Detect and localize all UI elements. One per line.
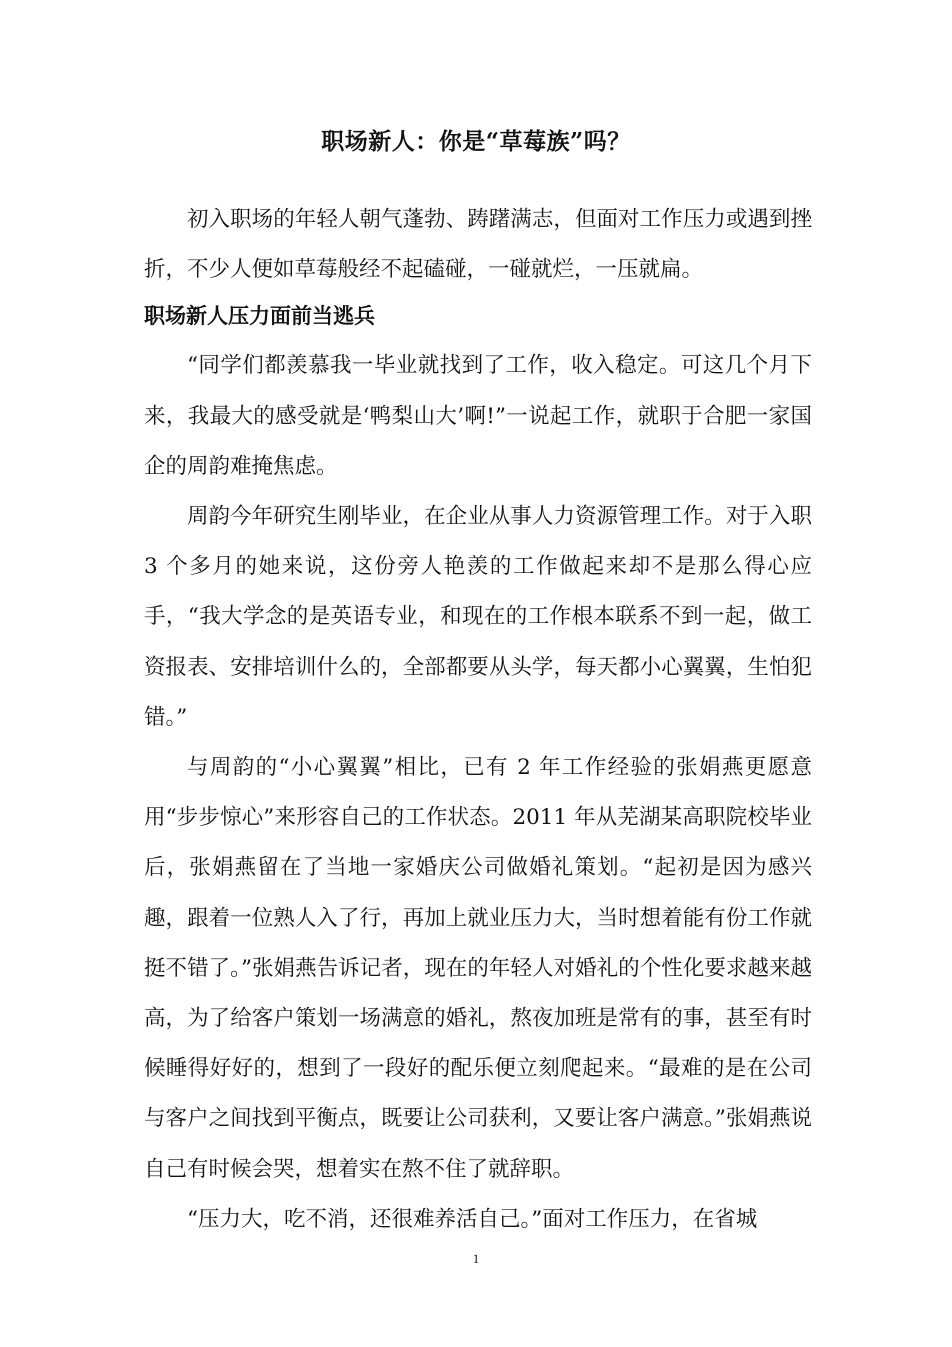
body-paragraph: “压力大，吃不消，还很难养活自己。”面对工作压力，在省城 (187, 1206, 758, 1232)
page-number: 1 (472, 1251, 480, 1266)
body-paragraph: 与周韵的“小心翼翼”相比，已有 2 年工作经验的张娟燕更愿意用“步步惊心”来形容自己的工作状态。2011 年从芜湖某高职院校毕业后，张娟燕留在了当地一家婚庆公司做婚礼策划。“起初是因为感兴趣，跟着一位熟人入了行，再加上就业压力大，当时想着能有份工作就挺不错了。”张娟燕告诉记者，现在的年轻人对婚礼的个性化要求越来越高，为了给客户策划一场满意的婚礼，熬夜加班是常有的事，甚至有时候睡得好好的，想到了一段好的配乐便立刻爬起来。“最难的是在公司与客户之间找到平衡点，既要让公司获利，又要让客户满意。”张娟燕说自己有时候会哭，想着实在熬不住了就辞职。 (144, 755, 812, 1182)
section-heading: 职场新人压力面前当逃兵 (144, 303, 375, 329)
document-body (144, 195, 812, 1245)
body-paragraph: “同学们都羡慕我一毕业就找到了工作，收入稳定。可这几个月下来，我最大的感受就是‘鸭梨山大’啊!”一说起工作，就职于合肥一家国企的周韵难掩焦虑。 (144, 353, 812, 479)
body-paragraph: 周韵今年研究生刚毕业，在企业从事人力资源管理工作。对于入职 3 个多月的她来说，这份旁人艳羡的工作做起来却不是那么得心应手，“我大学念的是英语专业，和现在的工作根本联系不到一起，做工资报表、安排培训什么的，全部都要从头学，每天都小心翼翼，生怕犯错。” (144, 504, 812, 730)
document-title: 职场新人：你是“草莓族”吗？ (321, 128, 631, 155)
intro-paragraph: 初入职场的年轻人朝气蓬勃、踌躇满志，但面对工作压力或遇到挫折，不少人便如草莓般经不起磕碰，一碰就烂，一压就扁。 (144, 207, 812, 283)
